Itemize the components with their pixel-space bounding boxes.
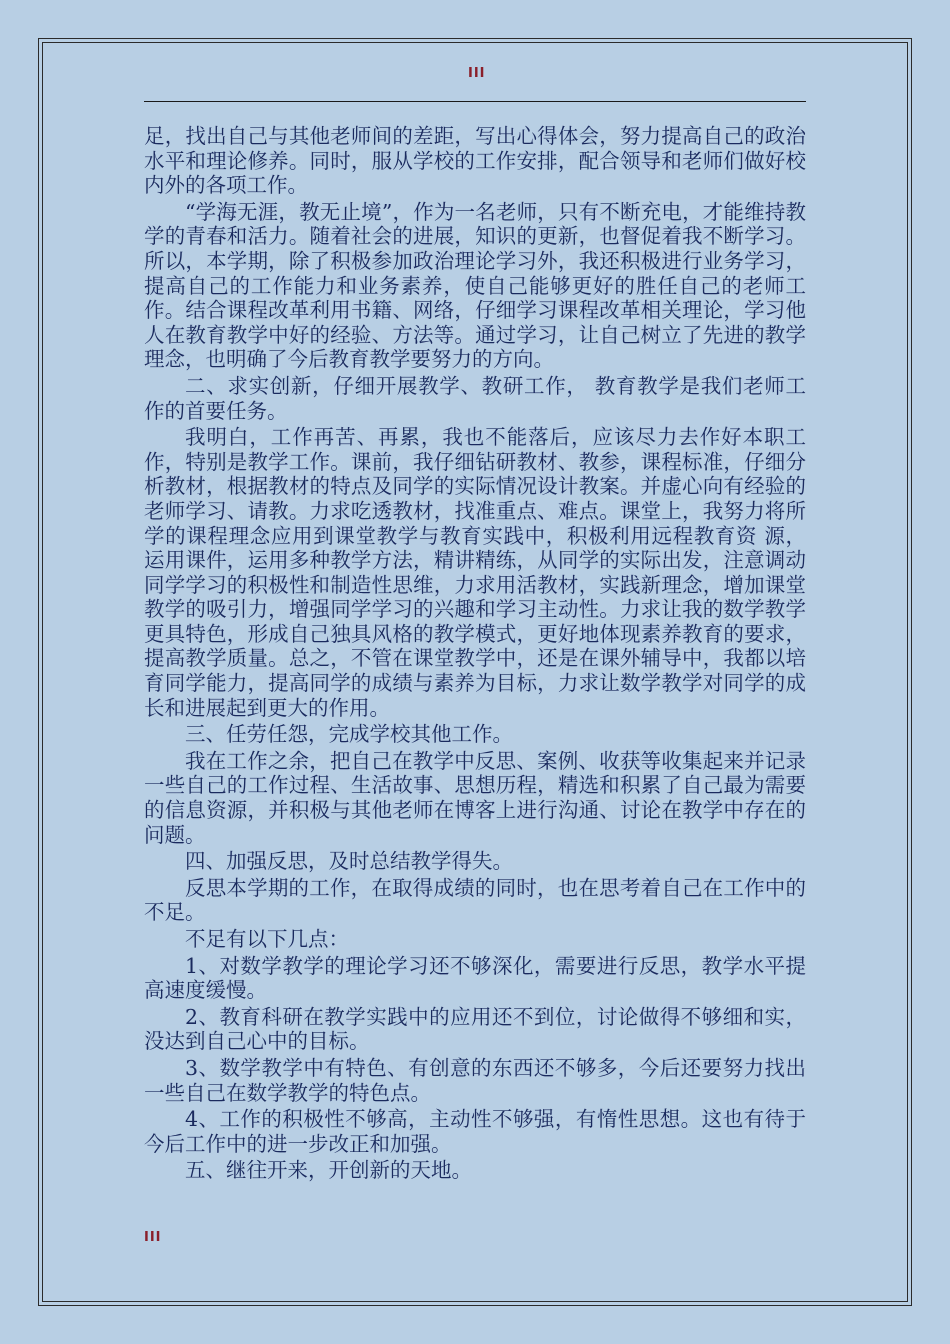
footer-mark: III: [144, 1230, 162, 1245]
shortcomings-intro: 不足有以下几点：: [185, 927, 349, 951]
section-heading-4: 四、加强反思，及时总结教学得失。: [185, 849, 513, 874]
paragraph-3: 我明白，工作再苦、再累，我也不能落后，应该尽力去作好本职工作，特别是教学工作。课前，我仔细钻研教材、教参，课程标准，仔细分析教材，根据教材的特点及同学的实际情况设计教案。并虚心向有经验的老师学习、请教。力求吃透教材，找准重点、难点。课堂上，我努力将所学的课程理念应用到课堂教学与教育实践中，积极利用远程教育资 源，运用课件，运用多种教学方法，精讲精练，从同学的实际出发，注意调动同学学习的积极性和制造性思维，力求用活教材，实践新理念，增加课堂教学的吸引力，增强同学学习的兴趣和学习主动性。力求让我的数学教学更具特色，形成自己独具风格的教学模式，更好地体现素养教育的要求，提高教学质量。总之，不管在课堂教学中，还是在课外辅导中，我都以培育同学能力，提高同学的成绩与素养为目标，力求让数学教学对同学的成长和进展起到更大的作用。: [144, 425, 806, 720]
shortcoming-item-3: 3、数学教学中有特色、有创意的东西还不够多，今后还要努力找出一些自己在数学教学的特色点。: [144, 1055, 806, 1105]
section-heading-2: 二、求实创新，仔细开展教学、教研工作， 教育教学是我们老师工作的首要任务。: [144, 373, 806, 423]
header-mark: III: [468, 66, 486, 81]
header-rule: [144, 101, 806, 102]
paragraph-1: 足，找出自己与其他老师间的差距，写出心得体会，努力提高自己的政治水平和理论修养。同时，服从学校的工作安排，配合领导和老师们做好校内外的各项工作。: [144, 124, 806, 198]
shortcoming-item-1: 1、对数学教学的理论学习还不够深化，需要进行反思，教学水平提高速度缓慢。: [144, 953, 806, 1003]
document-body: [144, 124, 806, 1185]
section-heading-3: 三、任劳任怨，完成学校其他工作。: [185, 722, 513, 747]
shortcoming-item-4: 4、工作的积极性不够高，主动性不够强，有惰性思想。这也有待于今后工作中的进一步改正和加强。: [144, 1107, 806, 1156]
section-heading-5: 五、继往开来，开创新的天地。: [185, 1158, 472, 1183]
paragraph-4: 我在工作之余，把自己在教学中反思、案例、收获等收集起来并记录一些自己的工作过程、生活故事、思想历程，精选和积累了自己最为需要的信息资源，并积极与其他老师在博客上进行沟通、讨论在教学中存在的问题。: [144, 748, 806, 847]
paragraph-5: 反思本学期的工作，在取得成绩的同时，也在思考着自己在工作中的不足。: [144, 875, 806, 925]
paragraph-2: “学海无涯，教无止境”，作为一名老师，只有不断充电，才能维持教学的青春和活力。随着社会的进展，知识的更新，也督促着我不断学习。所以，本学期，除了积极参加政治理论学习外，我还积极进行业务学习，提高自己的工作能力和业务素养，使自己能够更好的胜任自己的老师工作。结合课程改革利用书籍、网络，仔细学习课程改革相关理论，学习他人在教育教学中好的经验、方法等。通过学习，让自己树立了先进的教学理念，也明确了今后教育教学要努力的方向。: [144, 199, 806, 372]
shortcoming-item-2: 2、教育科研在教学实践中的应用还不到位，讨论做得不够细和实，没达到自己心中的目标。: [144, 1004, 806, 1054]
